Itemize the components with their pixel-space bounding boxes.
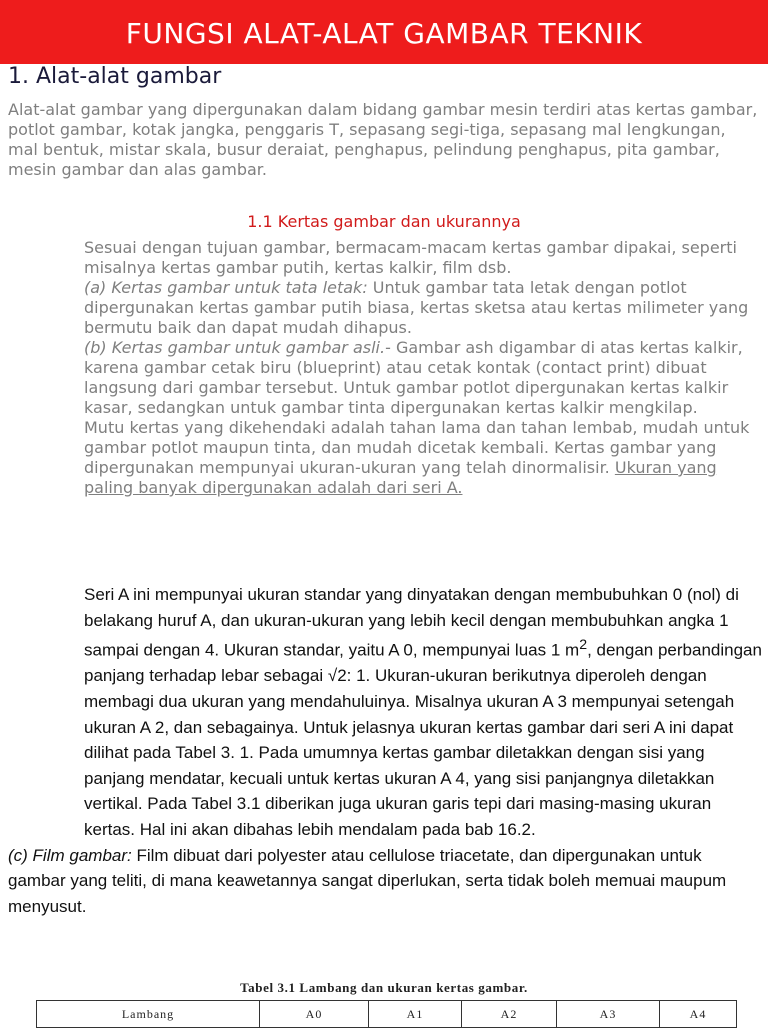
paragraph-seri-a <box>8 582 762 843</box>
seri-a-section <box>8 582 762 919</box>
table-cell: A2 <box>462 1001 557 1028</box>
seri-a-text-1: Seri A ini mempunyai ukuran standar yang dinyatakan dengan membubuhkan 0 (nol) di belakang huruf A, dan ukuran-ukuran yang lebih kecil dengan membubuhkan angka 1 sampai dengan 4. Ukuran standar, yaitu A 0, mempunyai luas 1 m <box>84 585 739 660</box>
table-cell: Lambang <box>37 1001 260 1028</box>
paragraph-b-text: - Gambar ash digambar di atas kertas kalkir, karena gambar cetak biru (blueprint) atau cetak kontak (contact print) dibuat langsung dari gambar tersebut. Untuk gambar potlot dipergunakan kertas kalkir kasar, sedangkan untuk gambar tinta dipergunakan kertas kalkir mengkilap. <box>84 338 743 417</box>
underlined-sentence: Ukuran yang paling banyak dipergunakan adalah dari seri A. <box>84 458 717 497</box>
paragraph-mutu <box>8 418 760 498</box>
paragraph-b <box>8 338 760 418</box>
table-caption: Tabel 3.1 Lambang dan ukuran kertas gambar. <box>240 980 528 995</box>
section-title: 1. Alat-alat gambar <box>8 64 222 89</box>
title-banner: FUNGSI ALAT-ALAT GAMBAR TEKNIK <box>0 0 768 64</box>
table-cell: A1 <box>369 1001 462 1028</box>
paragraph-intro: Sesuai dengan tujuan gambar, bermacam-macam kertas gambar dipakai, seperti misalnya kertas gambar putih, kertas kalkir, film dsb. <box>84 238 737 277</box>
intro-paragraph: Alat-alat gambar yang dipergunakan dalam bidang gambar mesin terdiri atas kertas gambar, potlot gambar, kotak jangka, penggaris T, sepasang segi-tiga, sepasang mal lengkungan, mal bentuk, mistar skala, busur deraiat, penghapus, pelindung penghapus, pita gambar, mesin gambar dan alas gambar. <box>8 100 758 179</box>
table-header-row <box>37 1001 737 1028</box>
film-label: (c) Film gambar: <box>8 845 132 865</box>
table-cell: A3 <box>557 1001 660 1028</box>
table-cell: A0 <box>260 1001 369 1028</box>
paragraph-mutu-text: Mutu kertas yang dikehendaki adalah tahan lama dan tahan lembab, mudah untuk gambar potlot maupun tinta, dan mudah dicetak kembali. Kertas gambar yang dipergunakan mempunyai ukuran-ukuran yang telah dinormalisir. <box>84 418 750 477</box>
paragraph-a-label: (a) Kertas gambar untuk tata letak: <box>84 278 368 297</box>
paragraph-a-text: Untuk gambar tata letak dengan potlot dipergunakan kertas gambar putih biasa, kertas sketsa atau kertas milimeter yang bermutu baik dan dapat mudah dihapus. <box>84 278 749 337</box>
paragraph-a <box>8 278 760 338</box>
table-cell: A4 <box>660 1001 737 1028</box>
seri-a-text-2: , dengan perbandingan panjang terhadap lebar sebagai √2: 1. Ukuran-ukuran berikutnya diperoleh dengan membagi dua ukuran yang mendahuluinya. Misalnya ukuran A 3 mempunyai setengah ukuran A 2, dan sebagainya. Untuk jelasnya ukuran kertas gambar dari seri A ini dapat dilihat pada Tabel 3. 1. Pada umumnya kertas gambar diletakkan dengan sisi yang panjang mendatar, kecuali untuk kertas ukuran A 4, yang sisi panjangnya diletakkan vertikal. Pada Tabel 3.1 diberikan juga ukuran garis tepi dari masing-masing ukuran kertas. Hal ini akan dibahas lebih mendalam pada bab 16.2. <box>84 640 762 839</box>
superscript-2: 2 <box>579 637 588 654</box>
paragraph-b-label: (b) Kertas gambar untuk gambar asli. <box>84 338 386 357</box>
subsection-title: 1.1 Kertas gambar dan ukurannya <box>247 212 521 231</box>
film-text: Film dibuat dari polyester atau cellulose triacetate, dan dipergunakan untuk gambar yang teliti, di mana keawetannya sangat diperlukan, serta tidak boleh memuai maupum menyusut. <box>8 845 727 916</box>
paper-description <box>8 238 760 498</box>
paragraph-film <box>8 843 762 920</box>
